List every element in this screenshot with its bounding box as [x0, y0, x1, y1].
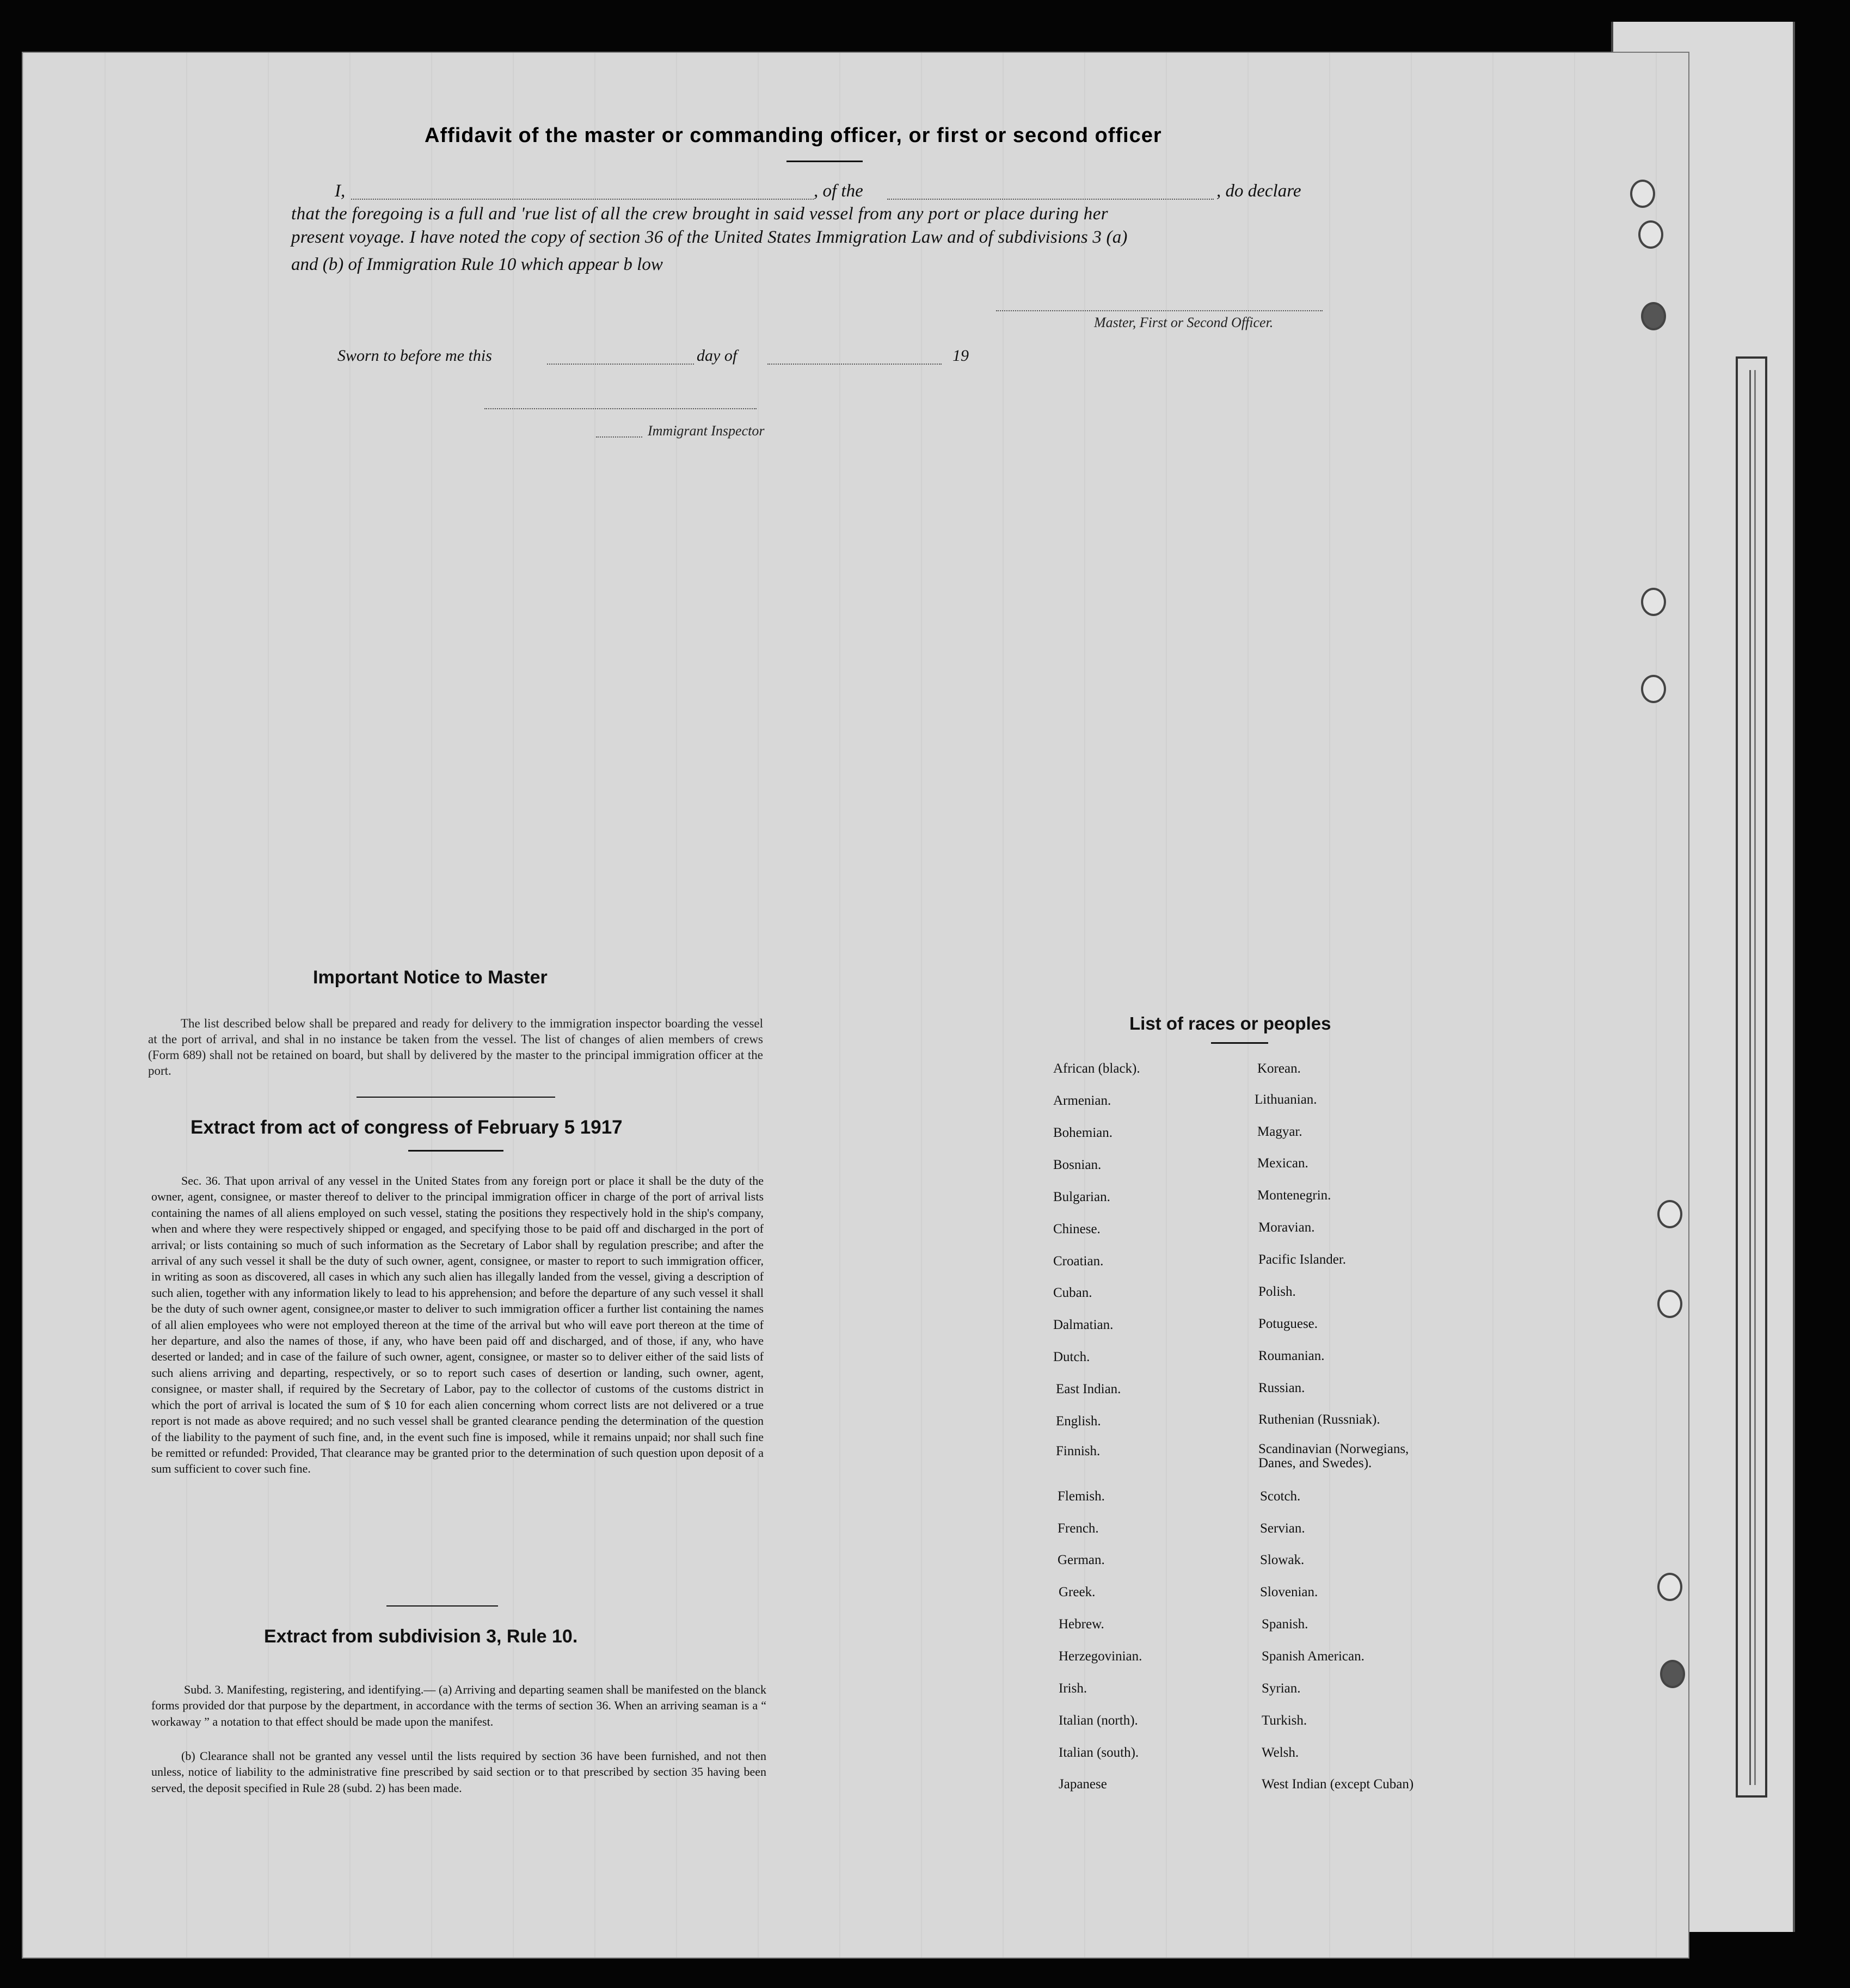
binder-hole-icon: [1657, 1573, 1682, 1601]
binder-hole-icon: [1660, 1660, 1685, 1688]
race-item: Pacific Islander.: [1258, 1252, 1347, 1267]
race-item: French.: [1058, 1521, 1099, 1536]
inspector-signature-blank: [484, 408, 757, 409]
inspector-label: Immigrant Inspector: [648, 423, 765, 439]
sworn-month-blank: [767, 364, 942, 365]
race-item: Greek.: [1059, 1585, 1096, 1599]
extract-rule-title: Extract from subdivision 3, Rule 10.: [264, 1626, 578, 1647]
notice-rule: [357, 1097, 555, 1098]
races-title: List of races or peoples: [1129, 1013, 1331, 1033]
affidavit-line-4: and (b) of Immigration Rule 10 which appear b low: [291, 255, 663, 274]
binder-hole-icon: [1641, 588, 1666, 616]
affidavit-i: I,: [335, 181, 346, 201]
officer-signature-label: Master, First or Second Officer.: [1094, 315, 1274, 330]
race-item: Roumanian.: [1258, 1349, 1325, 1363]
affidavit-line-2: that the foregoing is a full and 'rue list of all the crew brought in said vessel from any port or place during her: [291, 204, 1108, 224]
race-item: Finnish.: [1056, 1444, 1101, 1458]
sworn-day-of: day of: [697, 347, 737, 365]
race-item: Cuban.: [1053, 1285, 1092, 1300]
binder-hole-icon: [1630, 180, 1655, 208]
master-name-blank: [351, 199, 814, 200]
extract-act-end-rule: [386, 1605, 498, 1607]
race-item: Bulgarian.: [1053, 1190, 1110, 1204]
race-item: Spanish.: [1262, 1617, 1308, 1632]
inspector-signature-blank-2: [596, 436, 642, 438]
extract-act-text: Sec. 36. That upon arrival of any vessel in the United States from any foreign port or place it shall be the duty of the owner, agent, consignee, or master thereof to deliver to the principal immigration officer in charge of the port of arrival lists containing the names of all aliens employed on such vessel, stating the positions they respectively hold in the ship's company, when and where they were respectively shipped or engaged, and specifying those to be paid off and discharged in the port of arrival; or lists containing so much of such information as the Secretary of Labor shall by regulation prescribe; and after the arrival of any such vessel it shall be the duty of such owner, agent, consignee, or master to report to such immigration officer, in writing as soon as discovered, all cases in which any such alien has illegally landed from the vessel, giving a description of such alien, together with any information likely to lead to his apprehension; and before the departure of any such vessel it shall be the duty of such owner agent, consignee,or master to deliver to such immigration officer a further list containing the names of all alien employees who were not employed thereon at the time of the arrival but who will eave port thereon at the time of her departure, and also the names of those, if any, who have been paid off and discharged, and of those, if any, who have deserted or landed; and in case of the failure of such owner, agent, consignee, or master so to deliver either of the said lists of such aliens arriving and departing, respectively, or so to report such cases of desertion or landing, such owner, agent, consignee, or master shall, if required by the Secretary of Labor, pay to the collector of customs of the customs district in which the port of arrival is located the sum of $ 10 for each alien concerning whom correct lists are not delivered or a true report is not made as above required; and no such vessel shall be granted clearance pending the determination of the question of the liability to the payment of such fine, and, in the event such fine is imposed, while it remains unpaid; nor shall such fine be remitted or refunded: Provided, That clearance may be granted prior to the determination of such question upon deposit of a sum sufficient to cover such fine.: [151, 1174, 764, 1476]
race-item: Turkish.: [1262, 1713, 1307, 1728]
race-item: East Indian.: [1056, 1382, 1121, 1396]
race-item: English.: [1056, 1414, 1101, 1429]
race-item: Magyar.: [1257, 1124, 1302, 1139]
races-title-rule: [1211, 1042, 1268, 1044]
race-item: Syrian.: [1262, 1681, 1301, 1696]
race-item: Moravian.: [1258, 1220, 1315, 1235]
manifest-page: [22, 52, 1689, 1959]
race-item: Armenian.: [1053, 1093, 1111, 1108]
race-item: Slowak.: [1260, 1553, 1305, 1567]
binder-hole-icon: [1641, 675, 1666, 703]
race-item: Korean.: [1257, 1061, 1301, 1076]
affidavit-of-the: , of the: [814, 181, 863, 201]
bleed-through-text: [241, 151, 1634, 189]
affidavit-title: Affidavit of the master or commanding officer, or first or second officer: [425, 124, 1162, 147]
notice-title: Important Notice to Master: [313, 967, 548, 988]
race-item: Mexican.: [1257, 1156, 1308, 1171]
vessel-name-blank: [887, 199, 1214, 200]
race-item: Polish.: [1258, 1284, 1296, 1299]
extract-rule-para-a: Subd. 3. Manifesting, registering, and identifying.— (a) Arriving and departing seamen shall be manifested on the blanck forms provided dor that purpose by the department, in accordance with the terms of section 36. When an arriving seaman is a “ workaway ” a notation to that effect should be made upon the manifest.: [151, 1683, 766, 1728]
binder-hole-icon: [1657, 1290, 1682, 1318]
race-item: Russian.: [1258, 1381, 1305, 1395]
binder-hole-icon: [1641, 302, 1666, 330]
sworn-day-blank: [547, 364, 694, 365]
extract-act-rule: [408, 1150, 503, 1152]
race-item: Flemish.: [1058, 1489, 1105, 1504]
extract-act-title: Extract from act of congress of February 5 1917: [190, 1117, 623, 1138]
race-item: Italian (north).: [1059, 1713, 1138, 1728]
race-item: Potuguese.: [1258, 1316, 1318, 1331]
race-item: German.: [1058, 1553, 1105, 1567]
officer-signature-blank: [996, 310, 1323, 311]
race-item: Dutch.: [1053, 1350, 1090, 1364]
race-item: African (black).: [1053, 1061, 1140, 1076]
race-item: Chinese.: [1053, 1222, 1101, 1236]
race-item: Bohemian.: [1053, 1125, 1113, 1140]
sworn-year: 19: [952, 347, 969, 365]
race-item: Herzegovinian.: [1059, 1649, 1142, 1664]
race-item: Japanese: [1059, 1777, 1107, 1792]
race-item: Scandinavian (Norwegians, Danes, and Swedes).: [1258, 1442, 1409, 1470]
race-item: Slovenian.: [1260, 1585, 1318, 1599]
race-item: Ruthenian (Russniak).: [1258, 1412, 1380, 1427]
race-item: Croatian.: [1053, 1254, 1104, 1269]
race-item: Bosnian.: [1053, 1158, 1102, 1172]
race-item: Italian (south).: [1059, 1745, 1139, 1760]
sworn-prefix: Sworn to before me this: [337, 347, 492, 365]
affidavit-title-rule: [786, 161, 863, 162]
extract-rule-para-b: (b) Clearance shall not be granted any vessel until the lists required by section 36 have been furnished, and not then unless, notice of liability to the administrative fine prescribed by said section or to that prescribed by section 35 having been served, the deposit specified in Rule 28 (subd. 2) has been made.: [151, 1749, 766, 1795]
race-item: Lithuanian.: [1255, 1092, 1317, 1107]
race-item: Scotch.: [1260, 1489, 1301, 1504]
affidavit-line-3: present voyage. I have noted the copy of section 36 of the United States Immigration Law and of subdivisions 3 (a): [291, 227, 1128, 247]
race-item: Dalmatian.: [1053, 1318, 1114, 1332]
binder-hole-icon: [1657, 1200, 1682, 1228]
race-item: Welsh.: [1262, 1745, 1299, 1760]
race-item: Montenegrin.: [1257, 1188, 1331, 1203]
race-item: Hebrew.: [1059, 1617, 1104, 1632]
notice-text: The list described below shall be prepared and ready for delivery to the immigration inspector boarding the vessel at the port of arrival, and shal in no instance be taken from the vessel. The list of changes of alien members of crews (Form 689) shall not be retained on board, but shall by delivered by the master to the principal immigration officer at the port.: [148, 1017, 763, 1078]
race-item: Servian.: [1260, 1521, 1305, 1536]
race-item: Spanish American.: [1262, 1649, 1365, 1664]
race-item: Irish.: [1059, 1681, 1087, 1696]
page-edge-rule: [1749, 370, 1756, 1785]
affidavit-declare: , do declare: [1216, 181, 1301, 201]
race-item: West Indian (except Cuban): [1262, 1777, 1414, 1792]
binder-hole-icon: [1638, 220, 1663, 249]
